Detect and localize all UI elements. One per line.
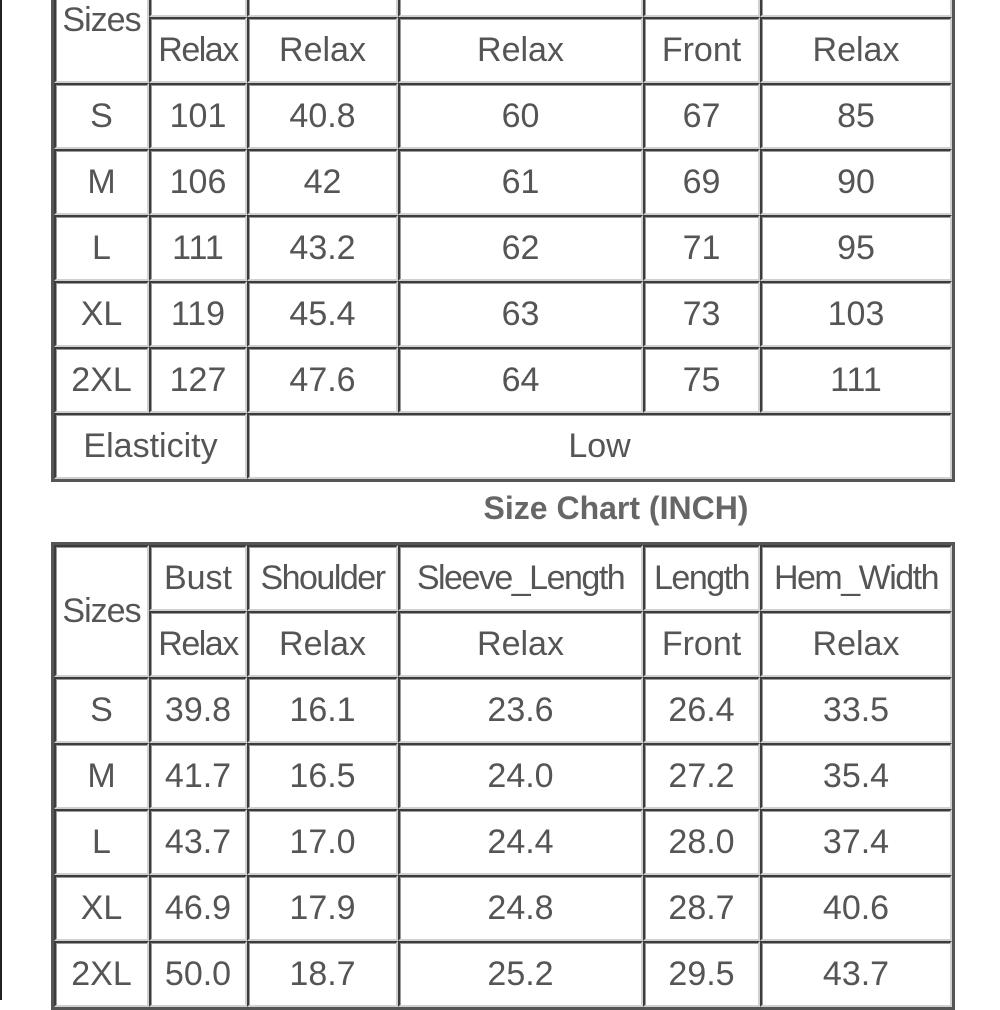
data-cell: 16.1 xyxy=(247,677,398,743)
data-cell: 28.0 xyxy=(643,809,760,875)
data-cell: 43.7 xyxy=(760,941,952,1007)
header-cell xyxy=(247,0,398,17)
data-cell: 35.4 xyxy=(760,743,952,809)
data-cell: 73 xyxy=(643,281,760,347)
data-cell: 40.6 xyxy=(760,875,952,941)
size-chart-inch-table xyxy=(51,542,955,1010)
table-row xyxy=(54,83,952,149)
subheader-cell: Relax xyxy=(398,17,643,83)
data-cell: 39.8 xyxy=(149,677,247,743)
data-cell: 67 xyxy=(643,83,760,149)
data-cell: 43.7 xyxy=(149,809,247,875)
subheader-cell: Relax xyxy=(247,17,398,83)
table-row xyxy=(54,281,952,347)
table-row xyxy=(54,809,952,875)
elasticity-value: Low xyxy=(247,413,952,479)
data-cell: 40.8 xyxy=(247,83,398,149)
subheader-cell: Relax xyxy=(398,611,643,677)
data-cell: 47.6 xyxy=(247,347,398,413)
table-row xyxy=(54,941,952,1007)
data-cell: 17.9 xyxy=(247,875,398,941)
header-cell xyxy=(643,0,760,17)
data-cell: 18.7 xyxy=(247,941,398,1007)
table-row xyxy=(54,347,952,413)
size-cell: 2XL xyxy=(54,347,149,413)
data-cell: 27.2 xyxy=(643,743,760,809)
data-cell: 62 xyxy=(398,215,643,281)
inch-chart-title: Size Chart (INCH) xyxy=(483,490,749,526)
subheader-cell: Relax xyxy=(760,611,952,677)
data-cell: 75 xyxy=(643,347,760,413)
data-cell: 33.5 xyxy=(760,677,952,743)
data-cell: 41.7 xyxy=(149,743,247,809)
size-chart-cm-table xyxy=(51,0,955,482)
data-cell: 25.2 xyxy=(398,941,643,1007)
sizes-header: Sizes xyxy=(54,545,149,677)
data-cell: 28.7 xyxy=(643,875,760,941)
data-cell: 60 xyxy=(398,83,643,149)
data-cell: 103 xyxy=(760,281,952,347)
subheader-cell: Front xyxy=(643,17,760,83)
data-cell: 24.8 xyxy=(398,875,643,941)
size-cell: L xyxy=(54,215,149,281)
elasticity-label: Elasticity xyxy=(54,413,247,479)
table-row xyxy=(54,149,952,215)
header-cell-hem-width: Hem_Width xyxy=(760,545,952,611)
size-cell: XL xyxy=(54,875,149,941)
size-cell: M xyxy=(54,743,149,809)
table-header-row xyxy=(54,545,952,611)
data-cell: 24.0 xyxy=(398,743,643,809)
size-cell: S xyxy=(54,83,149,149)
data-cell: 46.9 xyxy=(149,875,247,941)
subheader-cell: Relax xyxy=(247,611,398,677)
data-cell: 37.4 xyxy=(760,809,952,875)
data-cell: 61 xyxy=(398,149,643,215)
header-cell-bust: Bust xyxy=(149,545,247,611)
table-subheader-row xyxy=(54,17,952,83)
data-cell: 106 xyxy=(149,149,247,215)
sizes-header: Sizes xyxy=(54,0,149,83)
data-cell: 71 xyxy=(643,215,760,281)
data-cell: 85 xyxy=(760,83,952,149)
subheader-cell: Front xyxy=(643,611,760,677)
size-cell: 2XL xyxy=(54,941,149,1007)
header-cell xyxy=(760,0,952,17)
data-cell: 64 xyxy=(398,347,643,413)
data-cell: 45.4 xyxy=(247,281,398,347)
header-cell-length: Length xyxy=(643,545,760,611)
header-cell-shoulder: Shoulder xyxy=(247,545,398,611)
size-cell: M xyxy=(54,149,149,215)
data-cell: 119 xyxy=(149,281,247,347)
size-cell: S xyxy=(54,677,149,743)
data-cell: 29.5 xyxy=(643,941,760,1007)
data-cell: 127 xyxy=(149,347,247,413)
data-cell: 24.4 xyxy=(398,809,643,875)
table-subheader-row xyxy=(54,611,952,677)
data-cell: 43.2 xyxy=(247,215,398,281)
data-cell: 101 xyxy=(149,83,247,149)
subheader-cell: Relax xyxy=(149,17,247,83)
data-cell: 26.4 xyxy=(643,677,760,743)
subheader-cell: Relax xyxy=(760,17,952,83)
data-cell: 63 xyxy=(398,281,643,347)
data-cell: 23.6 xyxy=(398,677,643,743)
data-cell: 50.0 xyxy=(149,941,247,1007)
data-cell: 69 xyxy=(643,149,760,215)
header-cell xyxy=(398,0,643,17)
table-row xyxy=(54,677,952,743)
size-cell: L xyxy=(54,809,149,875)
data-cell: 111 xyxy=(760,347,952,413)
data-cell: 16.5 xyxy=(247,743,398,809)
table-row xyxy=(54,743,952,809)
subheader-cell: Relax xyxy=(149,611,247,677)
elasticity-row xyxy=(54,413,952,479)
data-cell: 111 xyxy=(149,215,247,281)
data-cell: 42 xyxy=(247,149,398,215)
data-cell: 17.0 xyxy=(247,809,398,875)
table-row xyxy=(54,875,952,941)
data-cell: 90 xyxy=(760,149,952,215)
table-row xyxy=(54,215,952,281)
header-cell xyxy=(149,0,247,17)
data-cell: 95 xyxy=(760,215,952,281)
table-header-row xyxy=(54,0,952,17)
size-cell: XL xyxy=(54,281,149,347)
header-cell-sleeve-length: Sleeve_Length xyxy=(398,545,643,611)
